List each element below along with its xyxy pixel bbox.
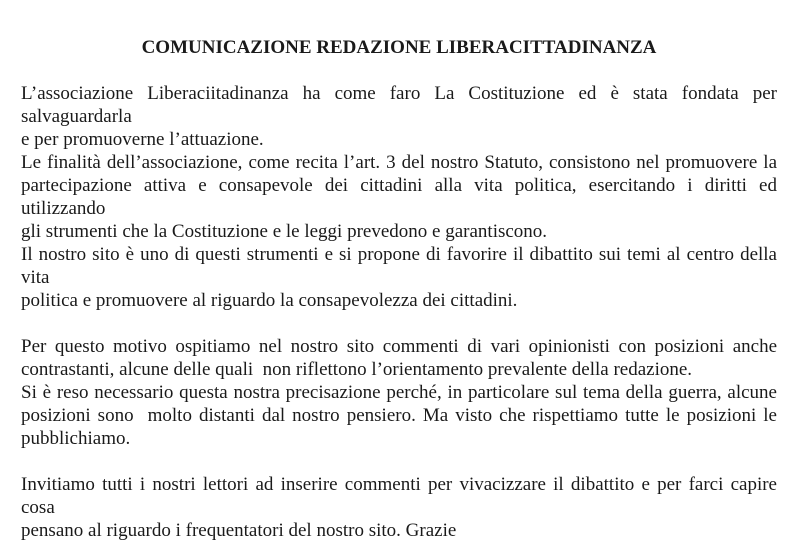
text-line: Invitiamo tutti i nostri lettori ad inserire commenti per vivacizzare il dibattito e per farci capire cosa [21, 474, 782, 518]
text-line: Le finalità dell’associazione, come recita l’art. 3 del nostro Statuto, consistono nel promuovere la [21, 152, 777, 173]
paragraph-block [21, 82, 787, 312]
text-line: pensano al riguardo i frequentatori del nostro sito. Grazie [21, 520, 457, 541]
text-line: e per promuoverne l’attuazione. [21, 129, 264, 150]
text-line: politica e promuovere al riguardo la consapevolezza dei cittadini. [21, 290, 518, 311]
text-line: Per questo motivo ospitiamo nel nostro sito commenti di vari opinionisti con posizioni anche [21, 336, 777, 357]
text-line: Il nostro sito è uno di questi strumenti e si propone di favorire il dibattito sui temi al centro della vita [21, 244, 787, 288]
text-line: posizioni sono molto distanti dal nostro pensiero. Ma visto che rispettiamo tutte le posizioni le [21, 405, 777, 426]
text-line: L’associazione Liberaciitadinanza ha come faro La Costituzione ed è stata fondata per salvaguardarla [21, 83, 782, 127]
paragraph-block [21, 335, 777, 450]
text-line: partecipazione attiva e consapevole dei cittadini alla vita politica, esercitando i diritti ed utilizzando [21, 175, 782, 219]
text-line: contrastanti, alcune delle quali non riflettono l’orientamento prevalente della redazione. [21, 359, 693, 380]
text-line: gli strumenti che la Costituzione e le leggi prevedono e garantiscono. [21, 221, 548, 242]
paragraph-block [21, 473, 782, 542]
text-line: Si è reso necessario questa nostra precisazione perché, in particolare sul tema della guerra, alcune [21, 382, 777, 403]
document-title: COMUNICAZIONE REDAZIONE LIBERACITTADINANZA [141, 37, 657, 58]
text-line: pubblichiamo. [21, 428, 131, 449]
document-body [21, 82, 787, 542]
blank-line [21, 59, 777, 82]
